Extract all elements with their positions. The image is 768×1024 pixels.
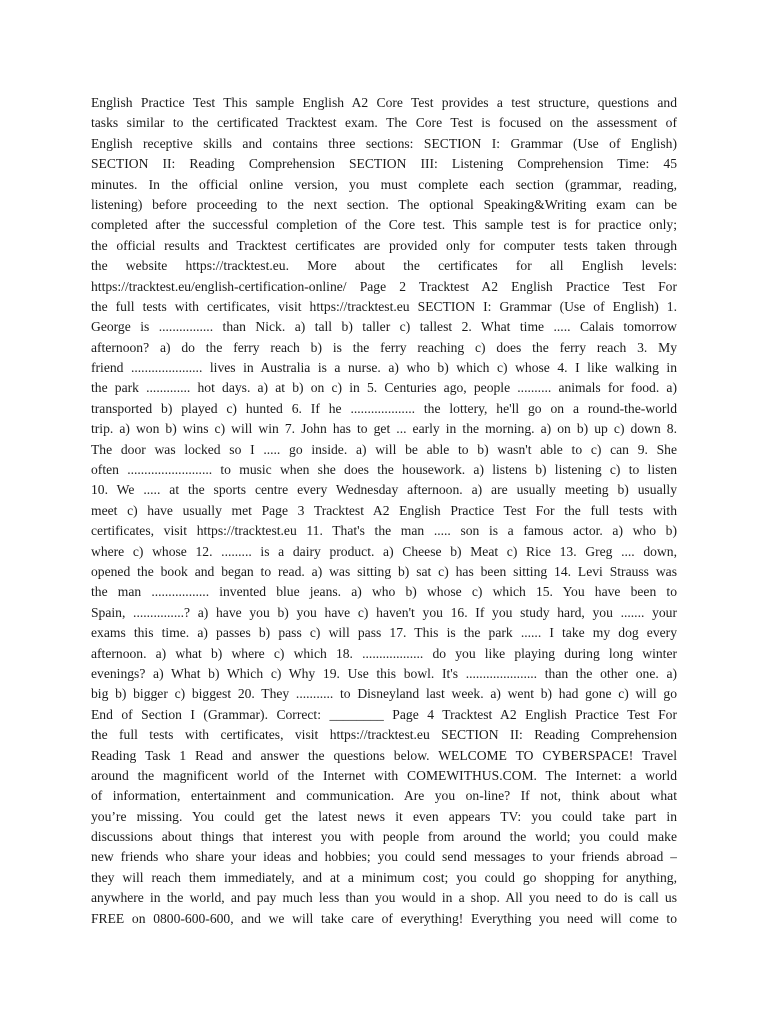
text-line: minutes. In the official online version, you must complete each section (grammar, reading, bbox=[91, 176, 677, 192]
text-line: big b) bigger c) biggest 20. They ........... to Disneyland last week. a) went b) had gone c) will go bbox=[91, 686, 677, 702]
text-line: https://tracktest.eu/english-certification-online/ Page 2 Tracktest A2 English Practice Test For bbox=[91, 278, 677, 294]
text-line: the full tests with certificates, visit https://tracktest.eu SECTION I: Grammar (Use of English) 1. bbox=[91, 298, 677, 314]
text-line: George is ................ than Nick. a) tall b) taller c) tallest 2. What time ..... Calais tomorrow bbox=[91, 319, 677, 335]
body-text bbox=[91, 93, 677, 929]
text-line: exams this time. a) passes b) pass c) will pass 17. This is the park ...... I take my dog every bbox=[91, 625, 677, 641]
text-line: discussions about things that interest you with people from around the world; you could make bbox=[91, 829, 677, 845]
text-line: of information, entertainment and communication. Are you on-line? If not, think about what bbox=[91, 788, 677, 804]
text-line: FREE on 0800-600-600, and we will take care of everything! Everything you need will come to bbox=[91, 910, 677, 926]
text-line: 10. We ..... at the sports centre every Wednesday afternoon. a) are usually meeting b) usually bbox=[91, 482, 677, 498]
text-line: SECTION II: Reading Comprehension SECTION III: Listening Comprehension Time: 45 bbox=[91, 156, 677, 172]
text-line: trip. a) won b) wins c) will win 7. John has to get ... early in the morning. a) on b) up c) down 8. bbox=[91, 421, 677, 437]
text-line: completed after the successful completion of the Core test. This sample test is for practice only; bbox=[91, 217, 677, 233]
text-line: The door was locked so I ..... go inside. a) will be able to b) wasn't able to c) can 9. She bbox=[91, 441, 677, 457]
text-line: Reading Task 1 Read and answer the questions below. WELCOME TO CYBERSPACE! Travel bbox=[91, 747, 677, 763]
text-line: the website https://tracktest.eu. More about the certificates for all English levels: bbox=[91, 258, 677, 274]
text-line: the man ................. invented blue jeans. a) who b) whose c) which 15. You have been to bbox=[91, 584, 677, 600]
text-line: new friends who share your ideas and hobbies; you could send messages to your friends abroad – bbox=[91, 849, 677, 865]
text-line: the official results and Tracktest certificates are provided only for computer tests taken through bbox=[91, 237, 677, 253]
text-line: End of Section I (Grammar). Correct: ________ Page 4 Tracktest A2 English Practice Test For bbox=[91, 706, 677, 722]
text-line: opened the book and began to read. a) was sitting b) sat c) has been sitting 14. Levi Strauss was bbox=[91, 563, 677, 579]
text-line: transported b) played c) hunted 6. If he ................... the lottery, he'll go on a round-the-world bbox=[91, 400, 677, 416]
text-line: tasks similar to the certificated Tracktest exam. The Core Test is focused on the assessment of bbox=[91, 115, 677, 131]
text-line: meet c) have usually met Page 3 Tracktest A2 English Practice Test For the full tests with bbox=[91, 502, 677, 518]
text-line: English Practice Test This sample English A2 Core Test provides a test structure, questions and bbox=[91, 95, 677, 110]
text-line: afternoon. a) what b) where c) which 18. .................. do you like playing during long winter bbox=[91, 645, 677, 661]
text-line: listening) before proceeding to the next section. The optional Speaking&Writing exam can be bbox=[91, 196, 677, 212]
text-line: anywhere in the world, and pay much less than you would in a shop. All you need to do is call us bbox=[91, 890, 677, 906]
text-line: they will reach them immediately, and at a minimum cost; you could go shopping for anything, bbox=[91, 869, 677, 885]
text-line: evenings? a) What b) Which c) Why 19. Use this bowl. It's ..................... than the other one. a) bbox=[91, 665, 677, 681]
text-line: the park ............. hot days. a) at b) on c) in 5. Centuries ago, people .......... animals for food. a) bbox=[91, 380, 677, 396]
text-line: around the magnificent world of the Internet with COMEWITHUS.COM. The Internet: a world bbox=[91, 767, 677, 783]
text-line: friend ..................... lives in Australia is a nurse. a) who b) which c) whose 4. I like walking in bbox=[91, 360, 677, 376]
text-line: you’re missing. You could get the latest news it even appears TV: you could take part in bbox=[91, 808, 677, 824]
text-line: often ......................... to music when she does the housework. a) listens b) listening c) to listen bbox=[91, 462, 677, 478]
text-line: certificates, visit https://tracktest.eu 11. That's the man ..... son is a famous actor. a) who b) bbox=[91, 523, 677, 539]
text-line: English receptive skills and contains three sections: SECTION I: Grammar (Use of English) bbox=[91, 135, 677, 151]
text-line: Spain, ...............? a) have you b) you have c) haven't you 16. If you study hard, you ....... your bbox=[91, 604, 677, 620]
text-line: the full tests with certificates, visit https://tracktest.eu SECTION II: Reading Comprehension bbox=[91, 727, 677, 743]
text-line: where c) whose 12. ......... is a dairy product. a) Cheese b) Meat c) Rice 13. Greg .... down, bbox=[91, 543, 677, 559]
text-line: afternoon? a) do the ferry reach b) is the ferry reaching c) does the ferry reach 3. My bbox=[91, 339, 677, 355]
